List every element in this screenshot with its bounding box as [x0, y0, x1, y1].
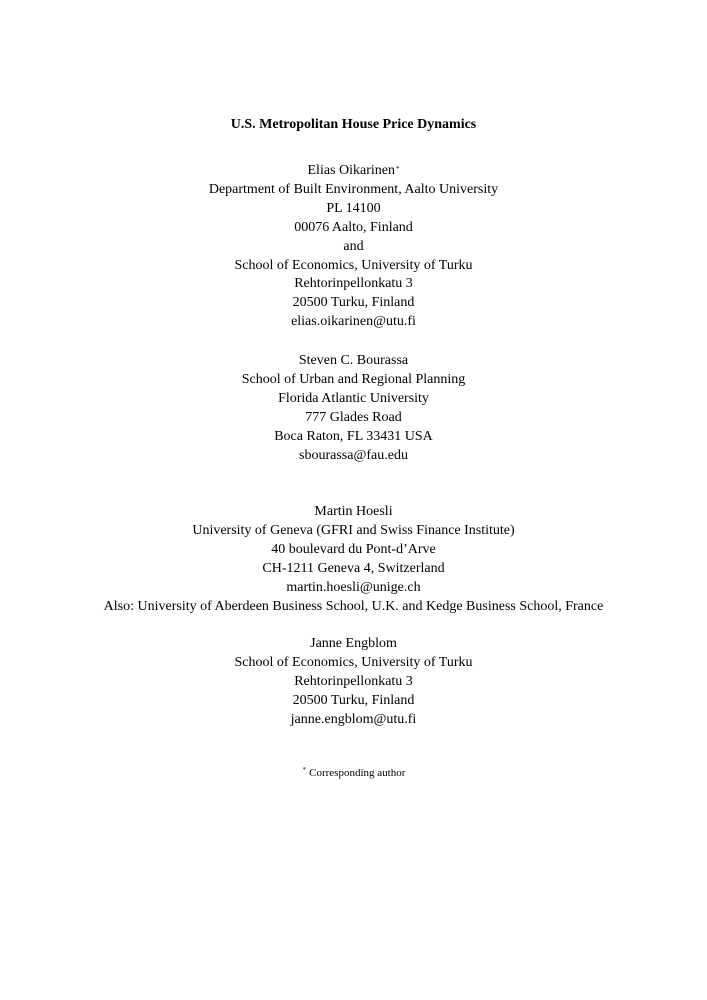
author-name: Janne Engblom	[310, 636, 397, 651]
affiliation-line: School of Urban and Regional Planning	[241, 371, 466, 387]
author-block-oikarinen	[0, 162, 707, 332]
author-block-engblom	[0, 635, 707, 730]
affiliation-line: Department of Built Environment, Aalto University	[208, 181, 499, 197]
footnote-text: Corresponding author	[309, 767, 406, 779]
conjunction-line: and	[343, 238, 364, 254]
author-email: sbourassa@fau.edu	[299, 447, 408, 463]
author-block-bourassa	[0, 352, 707, 465]
affiliation-line: Also: University of Aberdeen Business School, U.K. and Kedge Business School, France	[103, 598, 604, 614]
author-email: martin.hoesli@unige.ch	[286, 579, 421, 595]
address-line: CH-1211 Geneva 4, Switzerland	[262, 560, 445, 576]
paper-title: U.S. Metropolitan House Price Dynamics	[230, 117, 477, 132]
address-line: 40 boulevard du Pont-d’Arve	[271, 541, 436, 557]
address-line: 00076 Aalto, Finland	[294, 219, 413, 235]
address-line: Rehtorinpellonkatu 3	[294, 276, 413, 292]
address-line: PL 14100	[326, 200, 381, 216]
address-line: Boca Raton, FL 33431 USA	[274, 428, 433, 444]
footnote	[0, 766, 707, 780]
address-line: 20500 Turku, Finland	[292, 295, 415, 311]
author-name: Martin Hoesli	[314, 504, 393, 519]
affiliation-line: University of Geneva (GFRI and Swiss Finance Institute)	[192, 522, 515, 538]
author-email: janne.engblom@utu.fi	[290, 711, 417, 727]
address-line: Rehtorinpellonkatu 3	[294, 673, 413, 689]
author-block-hoesli	[0, 503, 707, 616]
address-line: 20500 Turku, Finland	[292, 692, 415, 708]
address-line: 777 Glades Road	[305, 409, 402, 425]
author-email: elias.oikarinen@utu.fi	[291, 314, 416, 330]
author-name: Elias Oikarinen*	[307, 163, 400, 178]
affiliation-line: School of Economics, University of Turku	[234, 654, 473, 670]
footnote-marker: *	[302, 766, 307, 774]
affiliation-line: Florida Atlantic University	[278, 390, 429, 406]
affiliation-line: School of Economics, University of Turku	[234, 257, 473, 273]
corresponding-author-marker: *	[395, 165, 400, 173]
author-name: Steven C. Bourassa	[298, 353, 409, 368]
